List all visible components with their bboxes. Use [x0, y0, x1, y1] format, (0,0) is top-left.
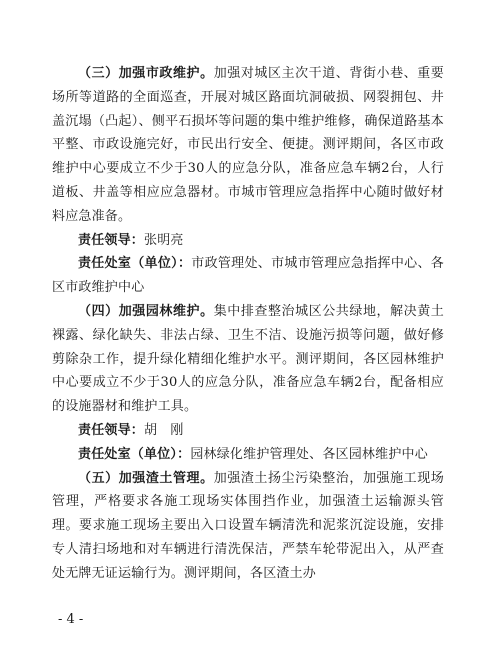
section-municipal-maintenance [52, 62, 444, 229]
responsible-office-value: 园林绿化维护管理处、各区园林维护中心 [190, 446, 428, 462]
responsible-leader-label: 责任领导： [78, 422, 145, 438]
responsible-leader-value: 张明亮 [144, 232, 184, 248]
responsible-office-label: 责任处室（单位）： [78, 446, 191, 462]
section-garden-maintenance [52, 300, 444, 419]
responsible-leader [52, 419, 444, 443]
section-body: 加强渣土扬尘污染整治，加强施工现场管理，严格要求各施工现场实体围挡作业，加强渣土运输源头管理。要求施工现场主要出入口设置车辆清洗和泥浆沉淀设施，安排专人清扫场地和对车辆进行清洗保洁，严禁车轮带泥出入，从严查处无牌无证运输行为。测评期间，各区渣土办 [52, 470, 444, 581]
responsible-office-label: 责任处室（单位）： [78, 256, 192, 272]
section-muck-management [52, 467, 444, 586]
section-heading: （三）加强市政维护。 [78, 66, 214, 81]
page-number: - 4 - [58, 612, 84, 627]
section-heading: （四）加强园林维护。 [78, 303, 214, 319]
section-body: 集中排查整治城区公共绿地，解决黄土裸露、绿化缺失、非法占绿、卫生不洁、设施污损等问题，做好修剪除杂工作，提升绿化精细化维护水平。测评期间，各区园林维护中心要成立不少于30人的应急分队，准备应急车辆2台，配备相应的设施器材和维护工具。 [52, 303, 444, 415]
responsible-office-value: 市政管理处、市城市管理应急指挥中心、各区市政维护中心 [52, 256, 444, 296]
responsible-office [52, 443, 444, 467]
responsible-office [52, 252, 444, 300]
document-body [52, 62, 444, 586]
responsible-leader-value: 胡 刚 [144, 422, 184, 438]
section-body: 加强对城区主次干道、背街小巷、重要场所等道路的全面巡查，开展对城区路面坑洞破损、网裂拥包、井盖沉塌（凸起）、侧平石损坏等问题的集中维护维修，确保道路基本平整、市政设施完好，市民出行安全、便捷。测评期间，各区市政维护中心要成立不少于30人的应急分队，准备应急车辆2台，人行道板、井盖等相应应急器材。市城市管理应急指挥中心随时做好材料应急准备。 [52, 66, 444, 224]
responsible-leader [52, 229, 444, 253]
responsible-leader-label: 责任领导： [78, 232, 145, 248]
section-heading: （五）加强渣土管理。 [78, 470, 214, 486]
